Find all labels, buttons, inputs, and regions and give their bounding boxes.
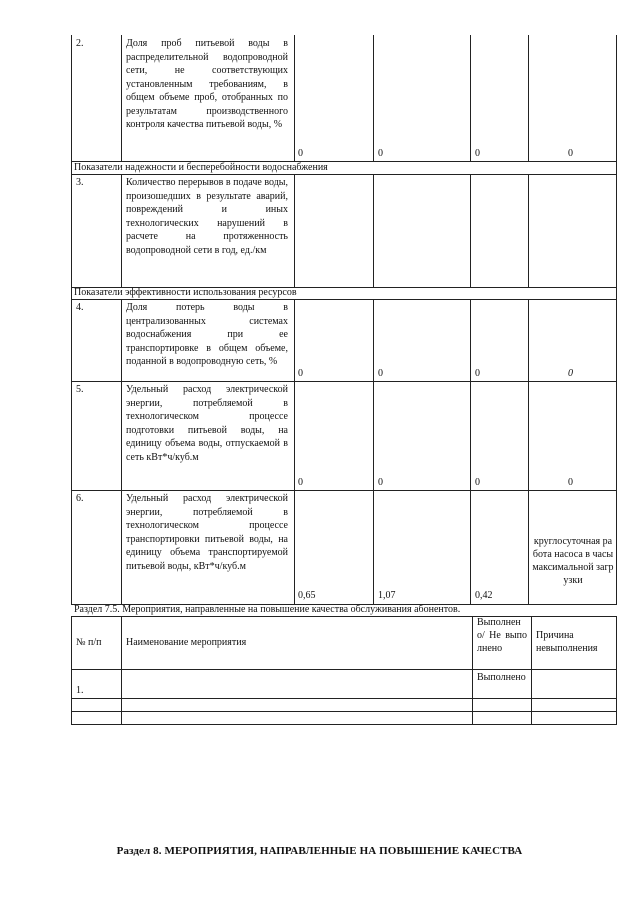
value-cell: 0	[568, 477, 573, 488]
section8-heading: Раздел 8. МЕРОПРИЯТИЯ, НАПРАВЛЕННЫЕ НА ПОВЫШЕНИЕ КАЧЕСТВА	[116, 845, 523, 857]
table1-col-divider	[373, 174, 374, 287]
table1-col-divider	[528, 174, 529, 287]
table1-col-divider	[121, 174, 122, 287]
table2-col-divider	[531, 616, 532, 725]
table2-row-divider	[71, 698, 617, 699]
value-cell: 0	[298, 477, 303, 488]
table2-col-divider	[121, 616, 122, 725]
table2-border-top	[71, 616, 617, 617]
table1-col-divider	[470, 299, 471, 605]
section-title: Раздел 7.5. Мероприятия, направленные на повышение качества обслуживания абонентов.	[74, 604, 461, 615]
row-number: 1.	[76, 685, 84, 696]
value-cell: 0,65	[298, 590, 316, 601]
indicator-text: Доля проб питьевой воды в распределительной водопроводной сети, не соответствующих установленным требованиям, в общем объеме проб, отобранных по результатам производственного контроля качества питьевой воды, %	[126, 38, 288, 130]
row-number: 2.	[76, 38, 84, 49]
table2-border-right	[616, 616, 617, 725]
value-cell: 1,07	[378, 590, 396, 601]
table1-col-divider	[373, 35, 374, 161]
value-cell: 0	[475, 368, 480, 379]
table1-row-divider	[71, 174, 617, 175]
value-cell: 0	[378, 148, 383, 159]
table1-col-divider	[294, 299, 295, 605]
value-cell: 0	[298, 368, 303, 379]
table1-col-divider	[528, 299, 529, 605]
header-status: Выполнено/ Не выполнено	[477, 617, 527, 654]
indicator-text: Удельный расход электрической энергии, потребляемой в технологическом процессе транспортировки питьевой воды, на единицу объема транспортируемой питьевой воды, кВт*ч/куб.м	[126, 493, 288, 572]
row-number: 6.	[76, 493, 84, 504]
status-value: Выполнено	[477, 672, 526, 683]
table1-col-divider	[470, 35, 471, 161]
value-cell: 0	[475, 477, 480, 488]
section-heading: Показатели эффективности использования ресурсов	[74, 287, 297, 298]
table1-row-divider	[71, 299, 617, 300]
header-number: № п/п	[76, 637, 102, 648]
value-cell: 0,42	[475, 590, 493, 601]
table2-row-divider	[71, 711, 617, 712]
row-number: 3.	[76, 177, 84, 188]
header-activity-name: Наименование мероприятия	[126, 637, 247, 648]
value-cell: 0	[568, 368, 573, 379]
table2-row-divider	[71, 669, 617, 670]
row-number: 4.	[76, 302, 84, 313]
indicator-text: Доля потерь воды в централизованных системах водоснабжения при ее транспортировке в общем объеме, поданной в водопроводную сеть, %	[126, 302, 288, 367]
value-cell: 0	[568, 148, 573, 159]
table1-row-divider	[71, 490, 617, 491]
value-cell-note: круглосуточная работа насоса в часы максимальной загрузки	[532, 536, 614, 586]
table2-col-divider	[472, 616, 473, 725]
value-cell: 0	[475, 148, 480, 159]
value-cell: 0	[298, 148, 303, 159]
table1-border-right	[616, 35, 617, 605]
table2-border-left	[71, 616, 72, 725]
table1-row-divider	[71, 381, 617, 382]
table1-col-divider	[373, 299, 374, 605]
table2-border-bottom	[71, 724, 617, 725]
indicator-text: Количество перерывов в подаче воды, произошедших в результате аварий, повреждений и иных технологических нарушений в расчете на протяженность водопроводной сети в год, ед./км	[126, 177, 288, 256]
section-heading: Показатели надежности и бесперебойности водоснабжения	[74, 162, 328, 173]
value-cell: 0	[378, 477, 383, 488]
table1-col-divider	[528, 35, 529, 161]
table1-col-divider	[294, 35, 295, 161]
indicator-text: Удельный расход электрической энергии, потребляемой в технологическом процессе подготовки питьевой воды, на единицу объема воды, отпускаемой в сеть кВт*ч/куб.м	[126, 384, 288, 463]
value-cell: 0	[378, 368, 383, 379]
table1-col-divider	[294, 174, 295, 287]
table1-col-divider	[121, 299, 122, 605]
row-number: 5.	[76, 384, 84, 395]
table1-border-left	[71, 35, 72, 605]
table1-col-divider	[470, 174, 471, 287]
header-reason: Причина невыполнения	[536, 630, 598, 654]
table1-col-divider	[121, 35, 122, 161]
